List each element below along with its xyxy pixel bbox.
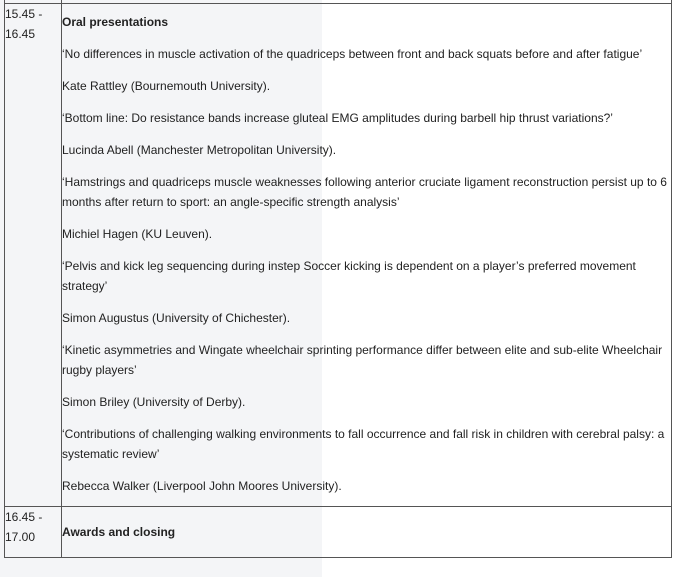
talk-author: Michiel Hagen (KU Leuven).	[62, 227, 213, 241]
table-row	[5, 507, 672, 558]
time-start: 15.45 -	[5, 7, 43, 21]
time-cell	[5, 507, 62, 558]
schedule-table	[4, 0, 672, 558]
talk-author: Simon Augustus (University of Chichester).	[62, 311, 291, 325]
talk-title: ‘No differences in muscle activation of the quadriceps between front and back squats before and after fatigue’	[62, 47, 643, 61]
talk-author: Lucinda Abell (Manchester Metropolitan University).	[62, 143, 337, 157]
talk-author: Kate Rattley (Bournemouth University).	[62, 79, 271, 93]
content-cell	[62, 507, 672, 558]
talk-title: ‘Contributions of challenging walking environments to fall occurrence and fall risk in children with cerebral palsy: a systematic review’	[62, 427, 665, 461]
talk-author: Rebecca Walker (Liverpool John Moores University).	[62, 479, 342, 493]
time-end: 17.00	[5, 530, 36, 544]
talk-title: ‘Bottom line: Do resistance bands increase gluteal EMG amplitudes during barbell hip thrust variations?’	[62, 111, 613, 125]
talk-title: ‘Kinetic asymmetries and Wingate wheelchair sprinting performance differ between elite and sub-elite Wheelchair rugby players’	[62, 343, 663, 377]
session-heading: Oral presentations	[62, 15, 169, 29]
talk-author: Simon Briley (University of Derby).	[62, 395, 246, 409]
table-row	[5, 4, 672, 507]
content-cell	[62, 4, 672, 507]
talk-title: ‘Pelvis and kick leg sequencing during instep Soccer kicking is dependent on a player’s preferred movement strategy’	[62, 259, 636, 293]
time-cell	[5, 4, 62, 507]
time-start: 16.45 -	[5, 510, 43, 524]
closing-label: Awards and closing	[62, 525, 176, 539]
time-end: 16.45	[5, 27, 36, 41]
talk-title: ‘Hamstrings and quadriceps muscle weaknesses following anterior cruciate ligament reconstruction persist up to 6 months after return to sport: an angle-specific strength analysis’	[62, 175, 667, 209]
